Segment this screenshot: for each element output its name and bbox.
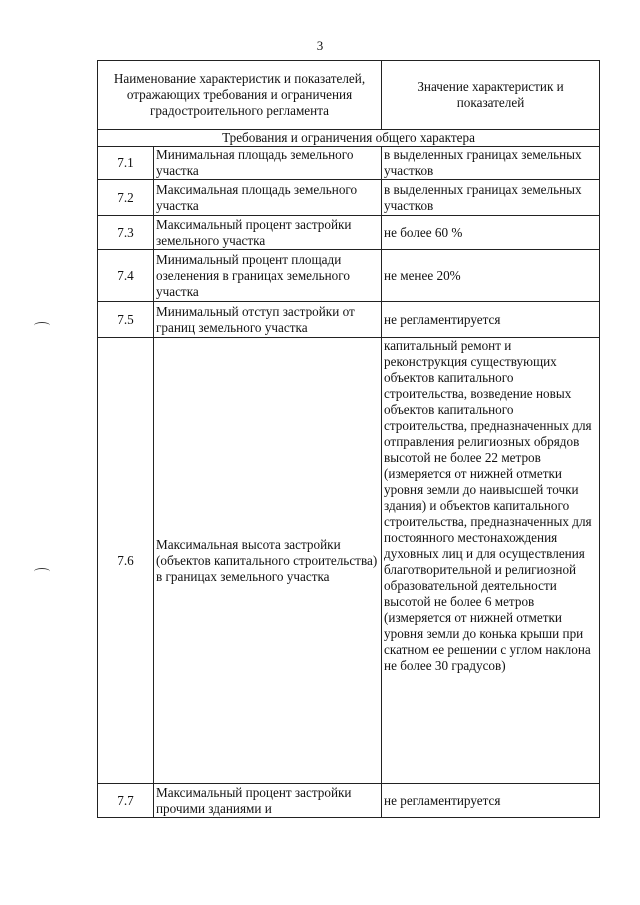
row-number: 7.5 [98,302,154,338]
row-name: Максимальный процент застройки земельного участка [154,216,382,250]
row-name: Минимальный отступ застройки от границ земельного участка [154,302,382,338]
section-title: Требования и ограничения общего характера [98,130,600,147]
table-row [98,302,600,338]
row-value: не регламентируется [382,784,600,818]
row-number: 7.7 [98,784,154,818]
row-value: не регламентируется [382,302,600,338]
table-row [98,784,600,818]
table-header-row [98,61,600,130]
regulations-table [97,60,600,818]
row-name: Максимальная высота застройки (объектов капитального строительства) в границах земельного участка [154,338,382,784]
table-row [98,250,600,302]
row-number: 7.6 [98,338,154,784]
row-name: Минимальная площадь земельного участка [154,147,382,180]
header-name-cell: Наименование характеристик и показателей, отражающих требования и ограничения градостроительного регламента [98,61,382,130]
row-number: 7.3 [98,216,154,250]
row-value: капитальный ремонт и реконструкция существующих объектов капитального строительства, возведение новых объектов капитального строительства, предназначенных для отправления религиозных обрядов высотой не более 22 метров (измеряется от нижней отметки уровня земли до наивысшей точки здания) и объектов капитального строительства, предназначенных для постоянного местонахождения духовных лиц и для осуществления благотворительной и религиозной образовательной деятельности высотой не более 6 метров (измеряется от нижней отметки уровня земли до конька крыши при скатном ее решении с углом наклона не более 30 градусов) [382,338,600,784]
header-value-cell: Значение характеристик и показателей [382,61,600,130]
row-number: 7.4 [98,250,154,302]
table-row [98,180,600,216]
row-name: Максимальный процент застройки прочими зданиями и [154,784,382,818]
row-name: Максимальная площадь земельного участка [154,180,382,216]
row-name: Минимальный процент площади озеленения в границах земельного участка [154,250,382,302]
table-row [98,338,600,784]
row-value: в выделенных границах земельных участков [382,147,600,180]
page-number: 3 [316,38,324,53]
row-value: в выделенных границах земельных участков [382,180,600,216]
row-value: не менее 20% [382,250,600,302]
margin-mark [34,568,50,575]
row-number: 7.2 [98,180,154,216]
row-number: 7.1 [98,147,154,180]
margin-mark [34,322,50,329]
row-value: не более 60 % [382,216,600,250]
table-row [98,147,600,180]
section-row [98,130,600,147]
table-row [98,216,600,250]
